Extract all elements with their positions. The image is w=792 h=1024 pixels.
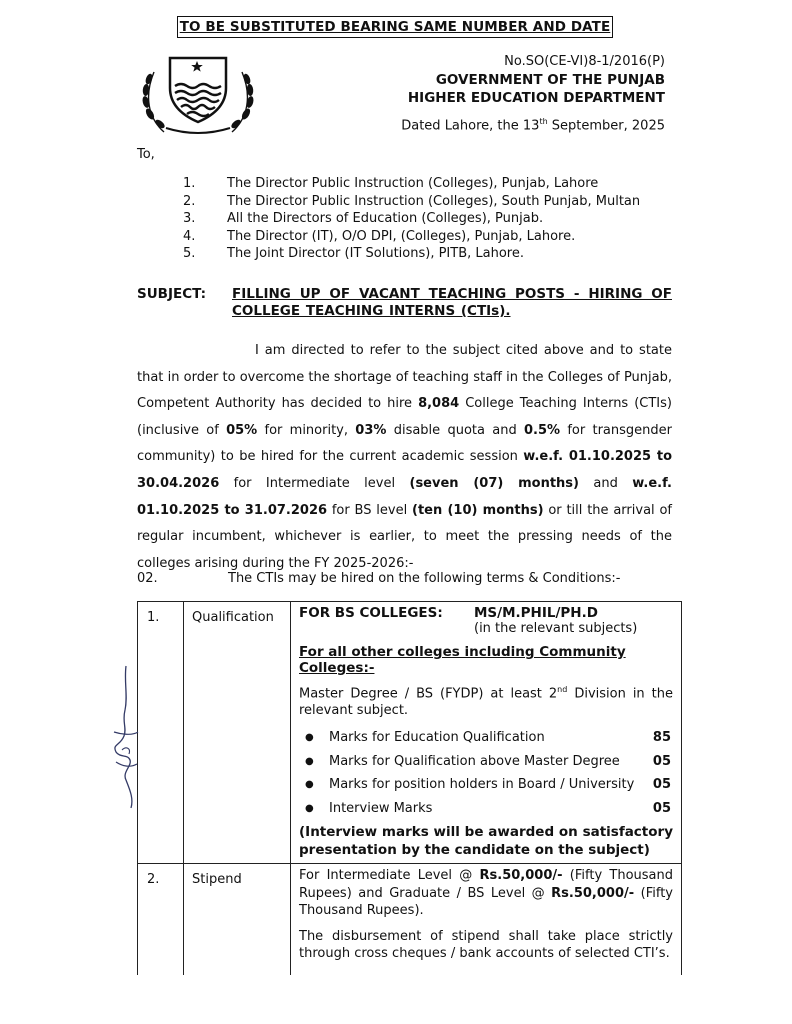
- body-text-9: or till the arrival of regular incumbent, whichever is earlier, to meet the pressing needs of the colleges arising during the FY 2025-2026:-: [137, 502, 672, 571]
- addressee-number: 1.: [183, 176, 196, 191]
- addressee-item: [183, 193, 663, 211]
- minority-quota: 05%: [226, 422, 258, 438]
- qualification-requirement: [299, 681, 673, 719]
- addressee-number: 2.: [183, 193, 196, 209]
- subject-text: FILLING UP OF VACANT TEACHING POSTS - HIRING OF COLLEGE TEACHING INTERNS (CTIs).: [232, 286, 672, 319]
- punjab-emblem-logo: [136, 44, 260, 140]
- interview-note: (Interview marks will be awarded on satisfactory presentation by the candidate on the subject): [299, 824, 673, 859]
- addressee-item: [183, 228, 663, 246]
- handwritten-signature: [104, 662, 144, 812]
- row-title: Qualification: [184, 602, 291, 864]
- marks-label: Interview Marks: [329, 800, 433, 816]
- requirement-text-end: Division in the relevant subject.: [299, 686, 673, 719]
- letter-date: [401, 117, 665, 133]
- marks-value: 85: [652, 730, 671, 746]
- intermediate-period: w.e.f. 01.10.2025 to 30.04.2026: [137, 449, 672, 491]
- bullet-icon: ●: [305, 779, 314, 791]
- qualification-details: [291, 602, 682, 864]
- paragraph-text: The CTIs may be hired on the following terms & Conditions:-: [228, 571, 621, 586]
- bullet-icon: ●: [305, 732, 314, 744]
- addressee-item: [183, 245, 663, 263]
- addressee-text: The Director Public Instruction (Colleges), Punjab, Lahore: [227, 176, 599, 191]
- body-text-5: for transgender community) to be hired for the current academic session: [137, 422, 672, 465]
- terms-row-qualification: [138, 602, 682, 864]
- bs-months: (ten (10) months): [412, 502, 544, 518]
- bs-period: w.e.f. 01.10.2025 to 31.07.2026: [137, 475, 672, 518]
- paragraph-number: 02.: [137, 571, 158, 586]
- addressee-number: 3.: [183, 211, 196, 226]
- marks-label: Marks for Qualification above Master Degree: [329, 753, 620, 769]
- stipend-disbursement: The disbursement of stipend shall take place strictly through cross cheques / bank accounts of selected CTI’s.: [299, 928, 673, 962]
- letter-number: No.SO(CE-VI)8-1/2016(P): [504, 54, 665, 69]
- marks-item: [299, 797, 673, 821]
- date-superscript: th: [539, 117, 548, 126]
- requirement-superscript: nd: [557, 685, 568, 694]
- department-name: HIGHER EDUCATION DEPARTMENT: [407, 90, 665, 106]
- addressee-list: [183, 175, 663, 263]
- to-label: To,: [137, 147, 155, 162]
- row-number: 2.: [138, 864, 184, 975]
- stipend-text-3: (Fifty Thousand Rupees).: [299, 885, 673, 919]
- body-text-1: I am directed to refer to the subject cited above and to state that in order to overcome the shortage of teaching staff in the Colleges of Punjab, Competent Authority has decided to hire: [137, 343, 672, 412]
- addressee-text: The Director Public Instruction (Colleges), South Punjab, Multan: [227, 193, 641, 209]
- body-text-8: for BS level: [327, 502, 413, 518]
- stipend-amount-intermediate: Rs.50,000/-: [479, 868, 563, 884]
- date-prefix: Dated Lahore, the 13: [401, 118, 540, 134]
- transgender-quota: 0.5%: [523, 422, 561, 438]
- marks-item: [299, 773, 673, 797]
- addressee-number: 4.: [183, 228, 196, 244]
- bs-colleges-sub: (in the relevant subjects): [474, 621, 638, 636]
- terms-row-stipend: [138, 864, 682, 975]
- bullet-icon: ●: [305, 755, 314, 767]
- cti-count: 8,084: [418, 396, 460, 412]
- stipend-amount-bs: Rs.50,000/-: [551, 885, 635, 901]
- marks-value: 05: [652, 777, 671, 793]
- body-text-6: for Intermediate level: [219, 475, 410, 491]
- body-text-2: College Teaching Interns (CTIs) (inclusive of: [137, 396, 672, 438]
- marks-list: [299, 726, 673, 820]
- addressee-number: 5.: [183, 246, 196, 261]
- terms-table: [137, 601, 682, 975]
- subject-label: SUBJECT:: [137, 286, 206, 302]
- disable-quota: 03%: [355, 422, 387, 438]
- marks-item: [299, 726, 673, 750]
- body-text-3: for minority,: [257, 422, 356, 438]
- addressee-item: [183, 175, 663, 193]
- bs-colleges-line: [299, 605, 673, 621]
- bullet-icon: ●: [305, 802, 314, 814]
- stipend-amounts: [299, 867, 673, 920]
- marks-label: Marks for position holders in Board / University: [329, 777, 635, 793]
- bs-colleges-label: FOR BS COLLEGES:: [299, 605, 443, 621]
- intermediate-months: (seven (07) months): [409, 475, 579, 491]
- stipend-text-1: For Intermediate Level @: [299, 868, 480, 884]
- bs-colleges-value: MS/M.PHIL/PH.D: [474, 605, 598, 621]
- marks-value: 05: [652, 753, 671, 769]
- body-paragraph: [137, 338, 672, 577]
- stipend-details: [291, 864, 682, 975]
- substitution-stamp: TO BE SUBSTITUTED BEARING SAME NUMBER AND DATE: [177, 16, 613, 38]
- requirement-text: Master Degree / BS (FYDP) at least 2: [299, 686, 558, 702]
- addressee-text: The Joint Director (IT Solutions), PITB, Lahore.: [227, 246, 524, 261]
- marks-value: 05: [652, 800, 671, 816]
- row-number: 1.: [138, 602, 184, 864]
- government-name: GOVERNMENT OF THE PUNJAB: [435, 72, 665, 88]
- paragraph-02: [137, 571, 672, 586]
- date-suffix: September, 2025: [547, 118, 665, 134]
- marks-item: [299, 750, 673, 774]
- row-title: Stipend: [184, 864, 291, 975]
- body-text-4: disable quota and: [386, 422, 524, 438]
- body-text-7: and: [578, 475, 633, 491]
- addressee-item: [183, 210, 663, 228]
- marks-label: Marks for Education Qualification: [329, 730, 545, 746]
- stipend-text-2: (Fifty Thousand Rupees) and Graduate / BS Level @: [299, 868, 673, 901]
- other-colleges-heading: For all other colleges including Community Colleges:-: [299, 644, 626, 676]
- addressee-text: All the Directors of Education (Colleges), Punjab.: [227, 211, 544, 226]
- addressee-text: The Director (IT), O/O DPI, (Colleges), Punjab, Lahore.: [227, 228, 576, 244]
